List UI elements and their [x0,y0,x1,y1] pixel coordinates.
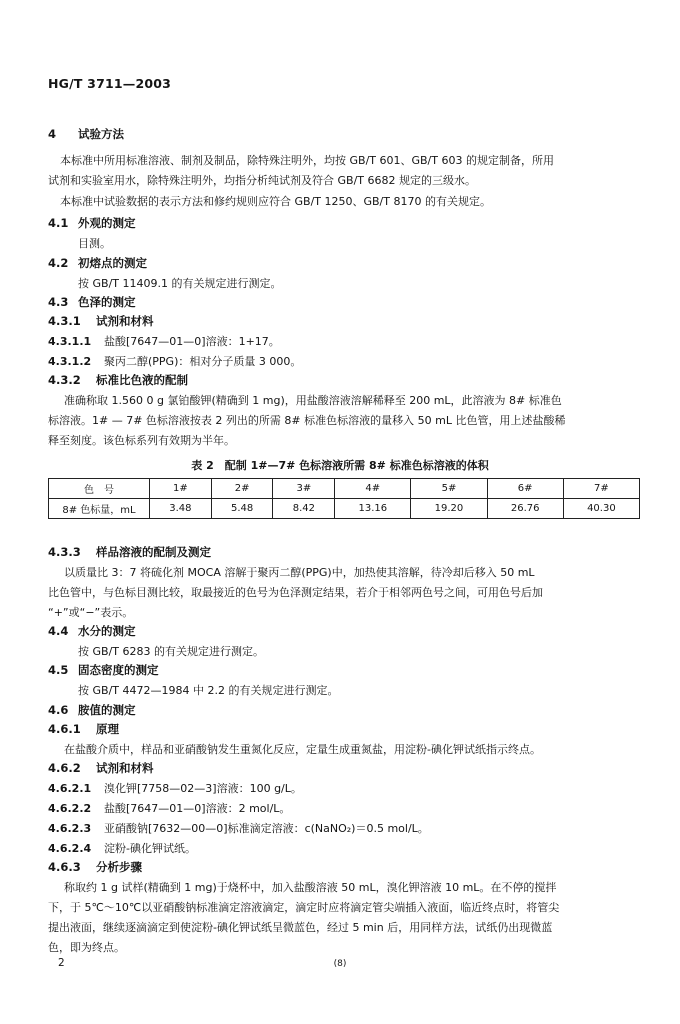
paragraph-line: 比色管中，与色标目测比较，取最接近的色号为色泽测定结果，若介于相邻两色号之间，可用色号后加 [48,586,543,599]
section-title: 试验方法 [78,127,124,141]
section-title: 标准比色液的配制 [96,373,188,387]
section-number: 4.6.2.4 [48,842,92,855]
section-4-3-2-heading [48,372,188,388]
paragraph-line: 本标准中试验数据的表示方法和修约规则应符合 GB/T 1250、GB/T 8170 的有关规定。 [60,195,491,208]
subsection-4-6-2-3 [48,820,429,836]
section-body: 按 GB/T 4472—1984 中 2.2 的有关规定进行测定。 [78,684,339,697]
table-header-row [49,479,640,499]
table-cell: 13.16 [335,499,411,519]
section-number: 4.6.2 [48,761,81,775]
section-title: 分析步骤 [96,860,142,874]
table-cell: 5# [411,479,487,499]
section-number: 4.3.3 [48,545,81,559]
section-number: 4.3.1.1 [48,335,92,348]
section-title: 固态密度的测定 [78,663,159,677]
paragraph-line: 试剂和实验室用水，除特殊注明外，均指分析纯试剂及符合 GB/T 6682 规定的三级水。 [48,174,476,187]
section-number: 4.4 [48,624,69,638]
table-row [49,499,640,519]
paragraph-line: 下，于 5℃～10℃以亚硝酸钠标准滴定溶液滴定，滴定时应将滴定管尖端插入液面，临近终点时，将管尖 [48,901,560,914]
table-cell: 6# [487,479,563,499]
section-body: 目测。 [78,237,111,250]
section-4-2-heading [48,255,147,271]
row-label: 8# 色标量，mL [49,499,150,519]
table-cell: 19.20 [411,499,487,519]
subsection-4-3-1-2 [48,353,301,369]
paragraph-line: 提出液面，继续逐滴滴定到使淀粉-碘化钾试纸呈微蓝色，经过 5 min 后，用同样方法，试纸仍出现微蓝 [48,921,553,934]
subsection-text: 淀粉-碘化钾试纸。 [104,842,196,855]
section-number: 4 [48,127,57,141]
section-title: 水分的测定 [78,624,136,638]
section-number: 4.6.1 [48,722,81,736]
section-number: 4.6 [48,703,69,717]
standard-code-header: HG/T 3711—2003 [48,76,172,91]
table-cell: 8.42 [273,499,335,519]
section-number: 4.3 [48,295,69,309]
section-number: 4.3.1 [48,314,81,328]
table-cell: 2# [211,479,273,499]
section-number: 4.1 [48,216,69,230]
paragraph-line: 以质量比 3：7 将硫化剂 MOCA 溶解于聚丙二醇(PPG)中，加热使其溶解，待冷却后移入 50 mL [64,566,535,579]
paragraph-line: 本标准中所用标准溶液、制剂及制品，除特殊注明外，均按 GB/T 601、GB/T 603 的规定制备，所用 [60,154,554,167]
section-body: 按 GB/T 6283 的有关规定进行测定。 [78,645,264,658]
subsection-4-6-2-4 [48,840,196,856]
subsection-text: 盐酸[7647—01—0]溶液：2 mol/L。 [104,802,291,815]
paragraph-line: 准确称取 1.560 0 g 氯铂酸钾(精确到 1 mg)，用盐酸溶液溶解稀释至 200 mL，此溶液为 8# 标准色 [64,394,562,407]
paragraph-line: 色，即为终点。 [48,941,125,954]
section-4-6-2-heading [48,760,154,776]
section-4-heading [48,126,124,142]
section-number: 4.3.2 [48,373,81,387]
section-title: 胺值的测定 [78,703,136,717]
section-title: 色泽的测定 [78,295,136,309]
subsection-text: 亚硝酸钠[7632—00—0]标准滴定溶液：c(NaNO₂)＝0.5 mol/L。 [104,822,429,835]
paragraph-line: 标溶液。1# — 7# 色标溶液按表 2 列出的所需 8# 标准色标溶液的量移入 50 mL 比色管，用上述盐酸稀 [48,414,566,427]
section-body: 在盐酸介质中，样品和亚硝酸钠发生重氮化反应，定量生成重氮盐，用淀粉-碘化钾试纸指示终点。 [64,743,541,756]
section-4-5-heading [48,662,159,678]
table-cell: 1# [150,479,212,499]
section-4-6-3-heading [48,859,142,875]
section-4-6-1-heading [48,721,119,737]
subsection-4-3-1-1 [48,333,280,349]
section-body: 按 GB/T 11409.1 的有关规定进行测定。 [78,277,282,290]
section-title: 外观的测定 [78,216,136,230]
table-cell: 3# [273,479,335,499]
paragraph-line: 释至刻度。该色标系列有效期为半年。 [48,434,235,447]
color-standard-table [48,478,640,519]
table-cell: 4# [335,479,411,499]
section-4-3-1-heading [48,313,154,329]
section-number: 4.6.2.1 [48,782,92,795]
table-caption: 表 2 配制 1#—7# 色标溶液所需 8# 标准色标溶液的体积 [191,459,489,472]
section-4-4-heading [48,623,136,639]
subsection-text: 聚丙二醇(PPG)：相对分子质量 3 000。 [104,355,302,368]
section-number: 4.6.2.3 [48,822,92,835]
table-cell: 7# [563,479,639,499]
section-4-3-heading [48,294,136,310]
section-title: 初熔点的测定 [78,256,147,270]
paragraph-line: “+”或“−”表示。 [48,606,134,619]
section-4-3-3-heading [48,544,211,560]
subsection-4-6-2-2 [48,800,290,816]
section-number: 4.6.2.2 [48,802,92,815]
section-number: 4.6.3 [48,860,81,874]
subsection-text: 盐酸[7647—01—0]溶液：1+17。 [104,335,280,348]
section-title: 试剂和材料 [96,314,154,328]
row-label: 色 号 [49,479,150,499]
section-number: 4.3.1.2 [48,355,92,368]
table-cell: 26.76 [487,499,563,519]
paragraph-line: 称取约 1 g 试样(精确到 1 mg)于烧杯中，加入盐酸溶液 50 mL，溴化钾溶液 10 mL。在不停的搅拌 [64,881,557,894]
section-number: 4.5 [48,663,69,677]
page-number: 2 [58,957,65,969]
section-4-6-heading [48,702,136,718]
section-4-1-heading [48,215,136,231]
subsection-4-6-2-1 [48,780,302,796]
table-cell: 3.48 [150,499,212,519]
section-title: 试剂和材料 [96,761,154,775]
section-title: 原理 [96,722,119,736]
table-cell: 40.30 [563,499,639,519]
sheet-number: (8) [333,959,347,969]
section-title: 样品溶液的配制及测定 [96,545,211,559]
section-number: 4.2 [48,256,69,270]
table-cell: 5.48 [211,499,273,519]
subsection-text: 溴化钾[7758—02—3]溶液：100 g/L。 [104,782,302,795]
